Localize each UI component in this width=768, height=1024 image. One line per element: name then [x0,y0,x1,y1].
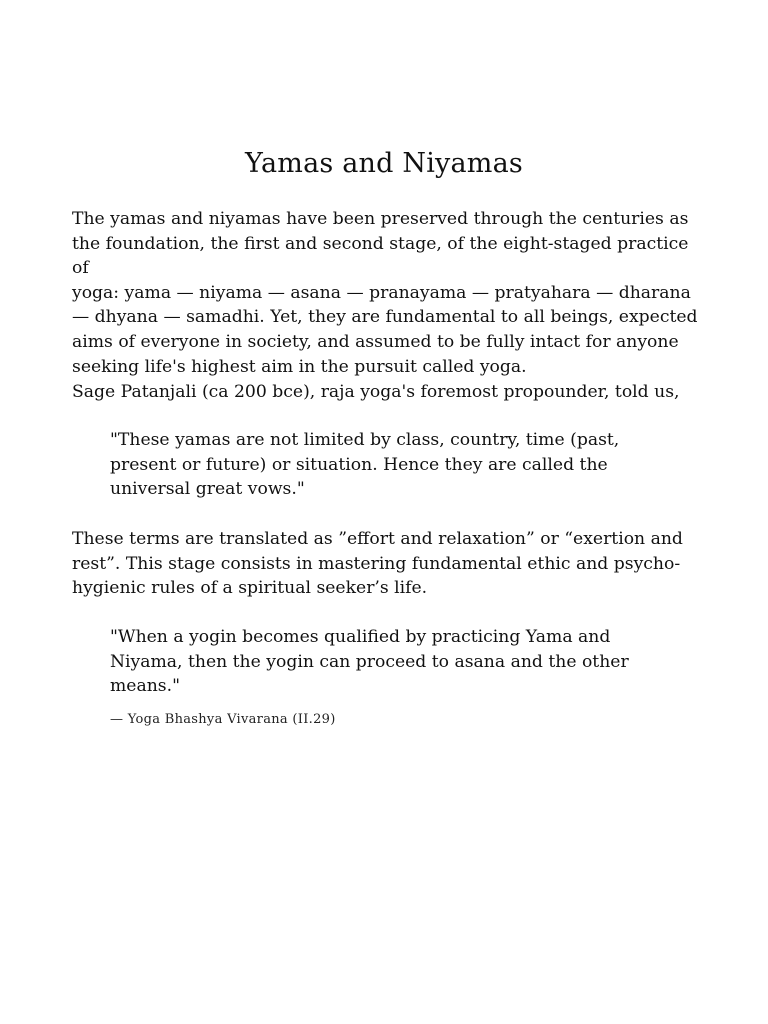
yamas-quote: "These yamas are not limited by class, country, time (past, present or future) or situation. Hence they are called the universal great vows." [110,430,620,500]
translation-paragraph: These terms are translated as ”effort and relaxation” or “exertion and rest”. This stage consists in mastering fundamental ethic and psycho- hygienic rules of a spiritual seeker’s life. [72,529,683,599]
patanjali-paragraph: Sage Patanjali (ca 200 bce), raja yoga's foremost propounder, told us, [72,382,680,402]
quote-attribution: — Yoga Bhashya Vivarana (II.29) [110,712,336,727]
page-title: Yamas and Niyamas [245,148,523,179]
intro-paragraph: The yamas and niyamas have been preserved through the centuries as the foundation, the first and second stage, of the eight-staged practice of yoga: yama — niyama — asana — pranayama — pratyahara — dharana — dhyana — samadhi. Yet, they are fundamental to all beings, expected aims of everyone in society, and assumed to be fully intact for anyone seeking life's highest aim in the pursuit called yoga. [72,209,698,377]
yogin-quote: "When a yogin becomes qualified by practicing Yama and Niyama, then the yogin can proceed to asana and the other means." [110,627,629,697]
